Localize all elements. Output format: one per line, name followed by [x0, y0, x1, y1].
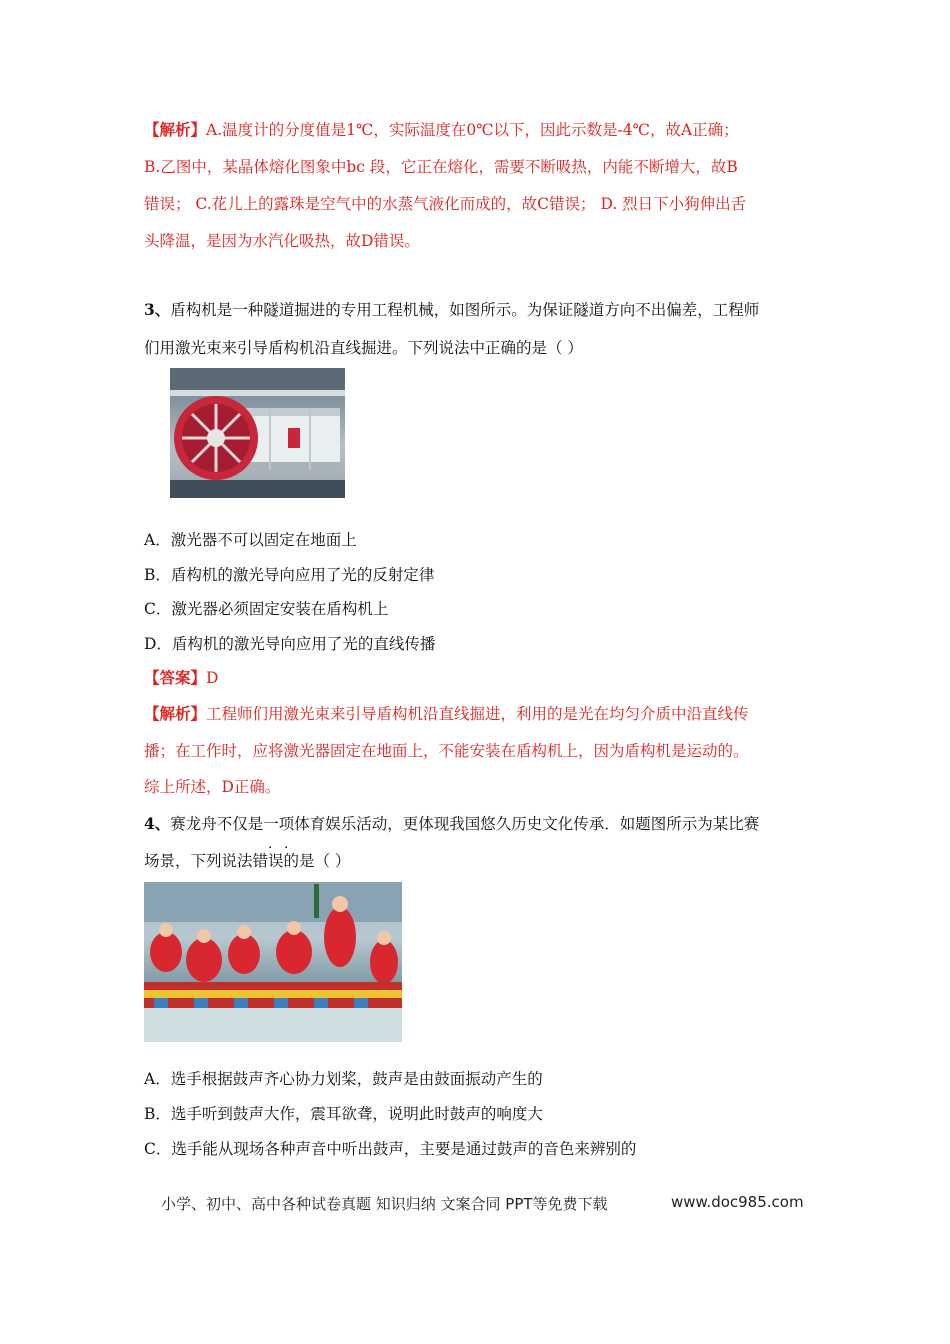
question-number: 3、: [144, 300, 171, 319]
q2-analysis-text-1: A.温度计的分度值是1℃，实际温度在0℃以下，因此示数是-4℃，故A正确；: [206, 121, 739, 139]
q4-option-b: B．选手听到鼓声大作，震耳欲聋，说明此时鼓声的响度大: [144, 1105, 543, 1123]
boat-illustration: [144, 882, 402, 1042]
q3-analysis-text-1: 工程师们用激光束来引导盾构机沿直线掘进，利用的是光在均匀介质中沿直线传: [206, 705, 749, 723]
q3-analysis-line-3: 综上所述，D正确。: [144, 778, 281, 796]
q3-stem-text-1: 盾构机是一种隧道掘进的专用工程机械，如图所示。为保证隧道方向不出偏差，工程师: [170, 301, 760, 319]
footer-url[interactable]: www.doc985.com: [671, 1193, 804, 1211]
q3-answer: [144, 668, 218, 688]
q4-stem-line-2: 场景，下列说法错误的是（ ）: [144, 852, 351, 870]
q4-option-c: C．选手能从现场各种声音中听出鼓声，主要是通过鼓声的音色来辨别的: [144, 1140, 637, 1158]
question-number: 4、: [144, 814, 171, 833]
q3-analysis-line-2: 播；在工作时，应将激光器固定在地面上，不能安装在盾构机上，因为盾构机是运动的。: [144, 742, 749, 760]
analysis-label: 【解析】: [144, 704, 207, 723]
tunnel-boring-machine-image: [170, 368, 345, 498]
q4-stem-text-1: 赛龙舟不仅是一项体育娱乐活动，更体现我国悠久历史文化传承．如题图所示为某比赛: [170, 815, 760, 833]
footer-text: 小学、初中、高中各种试卷真题 知识归纳 文案合同 PPT等免费下载: [161, 1195, 608, 1213]
q3-stem-line-1: [144, 300, 759, 320]
q3-option-b: B．盾构机的激光导向应用了光的反射定律: [144, 566, 435, 584]
q3-stem-line-2: 们用激光束来引导盾构机沿直线掘进。下列说法中正确的是（ ）: [144, 339, 583, 357]
emphasis-dot: ·: [284, 840, 289, 856]
answer-value: D: [206, 669, 219, 687]
q3-option-c: C．激光器必须固定安装在盾构机上: [144, 600, 389, 618]
q2-analysis-line-1: [144, 120, 739, 140]
tbm-illustration: [170, 368, 345, 498]
answer-label: 【答案】: [144, 668, 207, 687]
q2-analysis-line-3: 错误； C.花儿上的露珠是空气中的水蒸气液化而成的，故C错误； D. 烈日下小狗伸出舌: [144, 195, 747, 213]
q2-analysis-line-4: 头降温，是因为水汽化吸热，故D错误。: [144, 232, 420, 250]
q3-option-a: A．激光器不可以固定在地面上: [144, 531, 357, 549]
q2-analysis-line-2: B.乙图中，某晶体熔化图象中bc 段，它正在熔化，需要不断吸热，内能不断增大，故B: [144, 158, 738, 176]
q3-analysis-line-1: [144, 704, 749, 724]
q4-option-a: A．选手根据鼓声齐心协力划桨，鼓声是由鼓面振动产生的: [144, 1070, 543, 1088]
q4-stem-line-1: [144, 814, 759, 834]
dragon-boat-race-image: [144, 882, 402, 1042]
q3-option-d: D．盾构机的激光导向应用了光的直线传播: [144, 635, 436, 653]
emphasis-dot: ·: [268, 840, 273, 856]
analysis-label: 【解析】: [144, 120, 207, 139]
